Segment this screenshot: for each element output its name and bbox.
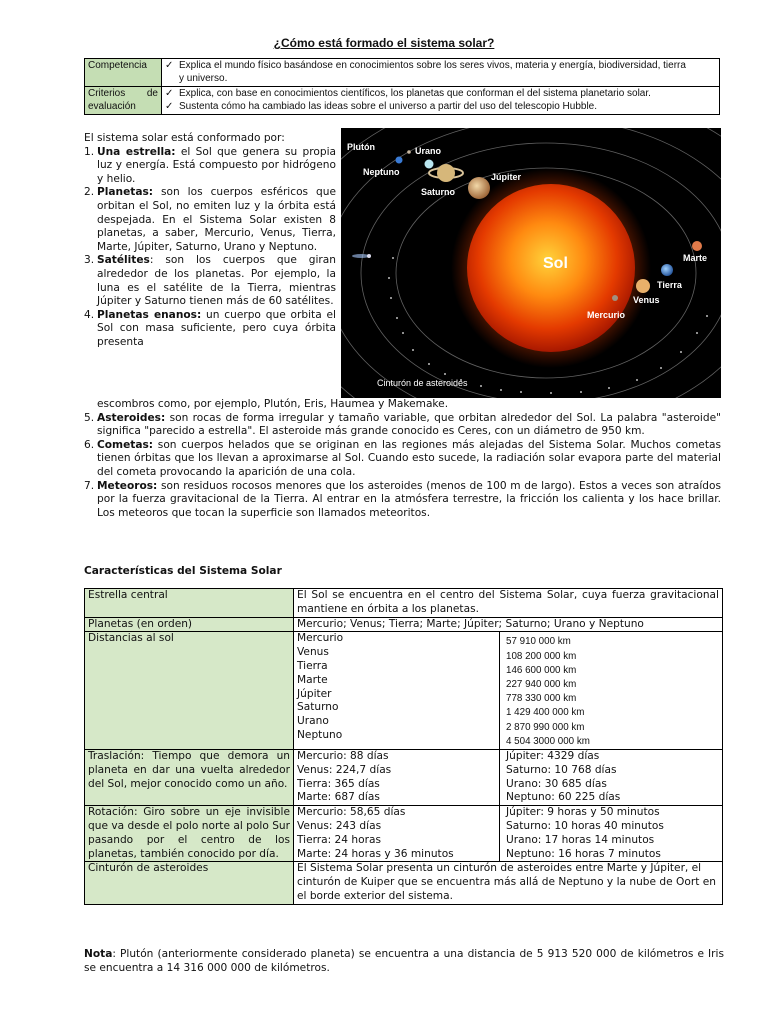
traslacion-right (500, 750, 723, 805)
label-marte: Marte (683, 253, 708, 263)
planet-name: Saturno (297, 701, 339, 714)
note-label: Nota (84, 948, 113, 960)
rotacion-value: Mercurio: 58,65 días (297, 806, 406, 819)
list-item-2 (84, 186, 336, 254)
planet-name: Júpiter (297, 687, 332, 700)
label-neptuno: Neptuno (363, 167, 400, 177)
list-number: 5. (84, 411, 95, 424)
distance-value: 1 429 400 000 km (506, 707, 585, 719)
planet-name: Venus (297, 646, 329, 659)
traslacion-value: Venus: 224,7 días (297, 763, 392, 776)
traslacion-value: Tierra: 365 días (297, 777, 380, 790)
cinturon-label: Cinturón de asteroides (85, 862, 294, 904)
list-term: Cometas: (97, 438, 154, 451)
traslacion-label: Traslación: Tiempo que demora un planeta en dar una vuelta alrededor del Sol, mejor conocido como un año. (85, 750, 294, 806)
list-number: 6. (84, 438, 95, 451)
pluto-icon (407, 150, 411, 154)
page-title: ¿Cómo está formado el sistema solar? (273, 36, 495, 50)
solar-system-image (341, 128, 721, 398)
rotacion-value: Venus: 243 días (297, 820, 382, 832)
planet-name: Marte (297, 673, 328, 686)
list-term: Planetas enanos: (97, 308, 202, 321)
competencia-content (162, 59, 720, 87)
list-item-7 (84, 480, 721, 521)
mars-icon (692, 241, 702, 251)
label-venus: Venus (633, 295, 660, 305)
label-sol: Sol (543, 255, 568, 272)
competencia-item-line1: Explica el mundo físico basándose en conocimientos sobre los seres vivos, materia y energía, biodiversidad, tierra (179, 60, 686, 71)
traslacion-value: Saturno: 10 768 días (506, 763, 617, 776)
list-item-6 (84, 439, 721, 480)
list-number: 4. (84, 308, 95, 321)
list-term: Una estrella: (97, 145, 176, 158)
distance-value: 57 910 000 km (506, 636, 571, 648)
distancias-label: Distancias al sol (85, 632, 294, 750)
list-term: Planetas: (97, 186, 154, 199)
traslacion-value: Neptuno: 60 225 días (506, 791, 621, 804)
list-text: son cuerpos helados que se originan en las regiones más alejadas del Sistema Solar. Muchos cometas tienen órbitas que los llevan a aproximarse al Sol. Cuando esto sucede, la radiación solar evapora parte del material del cometa provocando la aparición de una cola. (97, 438, 721, 478)
rotacion-value: Marte: 24 horas y 36 minutos (297, 847, 454, 860)
planet-name: Neptuno (297, 728, 343, 741)
list-term: Meteoros: (97, 479, 158, 492)
mercury-icon (612, 295, 618, 301)
table-row (85, 806, 723, 862)
distance-value: 227 940 000 km (506, 679, 577, 690)
check-icon: ✓ (165, 100, 174, 112)
list-number: 2. (84, 186, 95, 199)
planetas-label: Planetas (en orden) (85, 617, 294, 632)
planet-name: Mercurio (297, 632, 344, 645)
planetas-text: Mercurio; Venus; Tierra; Marte; Júpiter; Saturno; Urano y Neptuno (294, 617, 723, 632)
table-row (85, 632, 723, 750)
label-cinturon: Cinturón de asteroides (377, 378, 468, 388)
traslacion-left (294, 750, 500, 805)
distance-names (294, 632, 500, 749)
rotacion-value: Urano: 17 horas 14 minutos (506, 833, 655, 846)
competency-table (84, 58, 720, 115)
table-row (85, 862, 723, 904)
criterios-word: Criterios (88, 88, 126, 99)
de-word: de (146, 88, 158, 99)
earth-icon (661, 264, 673, 276)
distance-value: 108 200 000 km (506, 650, 577, 662)
evaluacion-word: evaluación (88, 100, 136, 112)
jupiter-icon (468, 177, 490, 199)
characteristics-heading: Características del Sistema Solar (84, 565, 282, 577)
list-text: son residuos rocosos menores que los asteroides (menos de 100 m de largo). Estos a veces son atraídos por la fuerza gravitacional de la Tierra. Al entrar en la atmósfera terrestre, la fricción los calienta y los hace brillar. Los meteoros que tocan la superficie son llamados meteoritos. (97, 479, 721, 519)
intro-section (84, 132, 336, 350)
estrella-label: Estrella central (85, 589, 294, 618)
distance-value: 4 504 3000 000 km (506, 735, 590, 747)
rotacion-value: Tierra: 24 horas (297, 833, 381, 846)
check-icon: ✓ (165, 88, 174, 99)
label-mercurio: Mercurio (587, 310, 626, 320)
list-term: Satélites (97, 254, 150, 267)
footnote (84, 948, 724, 975)
label-pluton: Plutón (347, 142, 375, 152)
competencia-label: Competencia (85, 59, 162, 87)
list-text: escombros como, por ejemplo, Plutón, Eris, Haumea y Makemake. (97, 398, 449, 410)
criterio-item-2: Sustenta cómo ha cambiado las ideas sobre el universo a partir del uso del telescopio Hubble. (179, 100, 598, 112)
label-tierra: Tierra (657, 280, 682, 290)
criterios-label (85, 87, 162, 115)
list-text: el Sol que genera su propia luz y energía. Está compuesto por hidrógeno y helio. (97, 145, 336, 185)
list-item-1 (84, 146, 336, 187)
venus-icon (636, 279, 650, 293)
intro-text: El sistema solar está conformado por: (84, 132, 285, 144)
table-row (85, 617, 723, 632)
list-item-4-cont (84, 398, 721, 412)
list-text: un cuerpo que orbita el Sol con masa suficiente, pero cuya órbita presenta (97, 308, 336, 348)
planet-name: Tierra (297, 659, 328, 672)
list-number: 3. (84, 254, 95, 267)
traslacion-value: Júpiter: 4329 días (506, 750, 600, 763)
list-item-5 (84, 412, 721, 439)
distance-value: 146 600 000 km (506, 664, 577, 676)
uranus-icon (425, 160, 434, 169)
cinturon-text: El Sistema Solar presenta un cinturón de asteroides entre Marte y Júpiter, el cinturón de Kuiper que se encuentra más allá de Neptuno y la nube de Oort en el borde exterior del sistema. (294, 862, 723, 904)
traslacion-value: Mercurio: 88 días (297, 750, 389, 763)
rotacion-label: Rotación: Giro sobre un eje invisible que va desde el polo norte al polo Sur pasando por el centro de los planetas, también conocido por día. (85, 806, 294, 862)
traslacion-value: Urano: 30 685 días (506, 777, 607, 790)
label-jupiter: Júpiter (491, 172, 522, 182)
traslacion-value: Marte: 687 días (297, 791, 380, 804)
estrella-text: El Sol se encuentra en el centro del Sistema Solar, cuya fuerza gravitacional mantiene en órbita a los planetas. (294, 589, 723, 618)
note-text: : Plutón (anteriormente considerado planeta) se encuentra a una distancia de 5 913 520 000 de kilómetros e Iris se encuentra a 14 316 000 000 de kilómetros. (84, 948, 724, 974)
list-number: 1. (84, 145, 95, 158)
list-text: son rocas de forma irregular y tamaño variable, que orbitan alrededor del Sol. La palabra "asteroide" significa "parecido a estrella". El asteroide más grande conocido es Ceres, con un diámetro de 950 km. (97, 411, 721, 438)
list-number: 7. (84, 479, 95, 492)
rotacion-value: Júpiter: 9 horas y 50 minutos (506, 806, 660, 819)
neptune-icon (396, 157, 403, 164)
rotacion-value: Saturno: 10 horas 40 minutos (506, 820, 664, 832)
competencia-item-line2: y universo. (179, 72, 228, 84)
distance-values (500, 632, 723, 749)
label-saturno: Saturno (421, 187, 456, 197)
list-term: Asteroides: (97, 411, 166, 424)
list-continued (84, 398, 721, 520)
table-row (85, 589, 723, 618)
characteristics-table (84, 588, 723, 905)
table-row (85, 750, 723, 806)
list-item-4 (84, 309, 336, 350)
list-item-3 (84, 254, 336, 308)
check-icon: ✓ (165, 60, 174, 71)
list-text: son los cuerpos esféricos que orbitan el Sol, no emiten luz y la órbita está despejada. En el Sistema Solar existen 8 planetas, a saber, Mercurio, Venus, Tierra, Marte, Júpiter, Saturno, Urano y Neptuno. (97, 186, 336, 253)
label-urano: Urano (415, 146, 442, 156)
comet-icon (352, 254, 371, 258)
rotacion-left (294, 806, 500, 861)
criterios-content (162, 87, 720, 115)
distance-value: 2 870 990 000 km (506, 721, 585, 733)
planet-name: Urano (297, 715, 329, 728)
criterio-item-1: Explica, con base en conocimientos científicos, los planetas que conforman el del sistema planetario solar. (179, 88, 651, 99)
distance-value: 778 330 000 km (506, 693, 577, 705)
list-text: : son los cuerpos que giran alrededor de los planetas. Por ejemplo, la luna es el satélite de la Tierra, mientras Júpiter y Saturno tienen más de 60 satélites. (97, 254, 336, 308)
rotacion-value: Neptuno: 16 horas 7 minutos (506, 847, 661, 860)
rotacion-right (500, 806, 723, 861)
